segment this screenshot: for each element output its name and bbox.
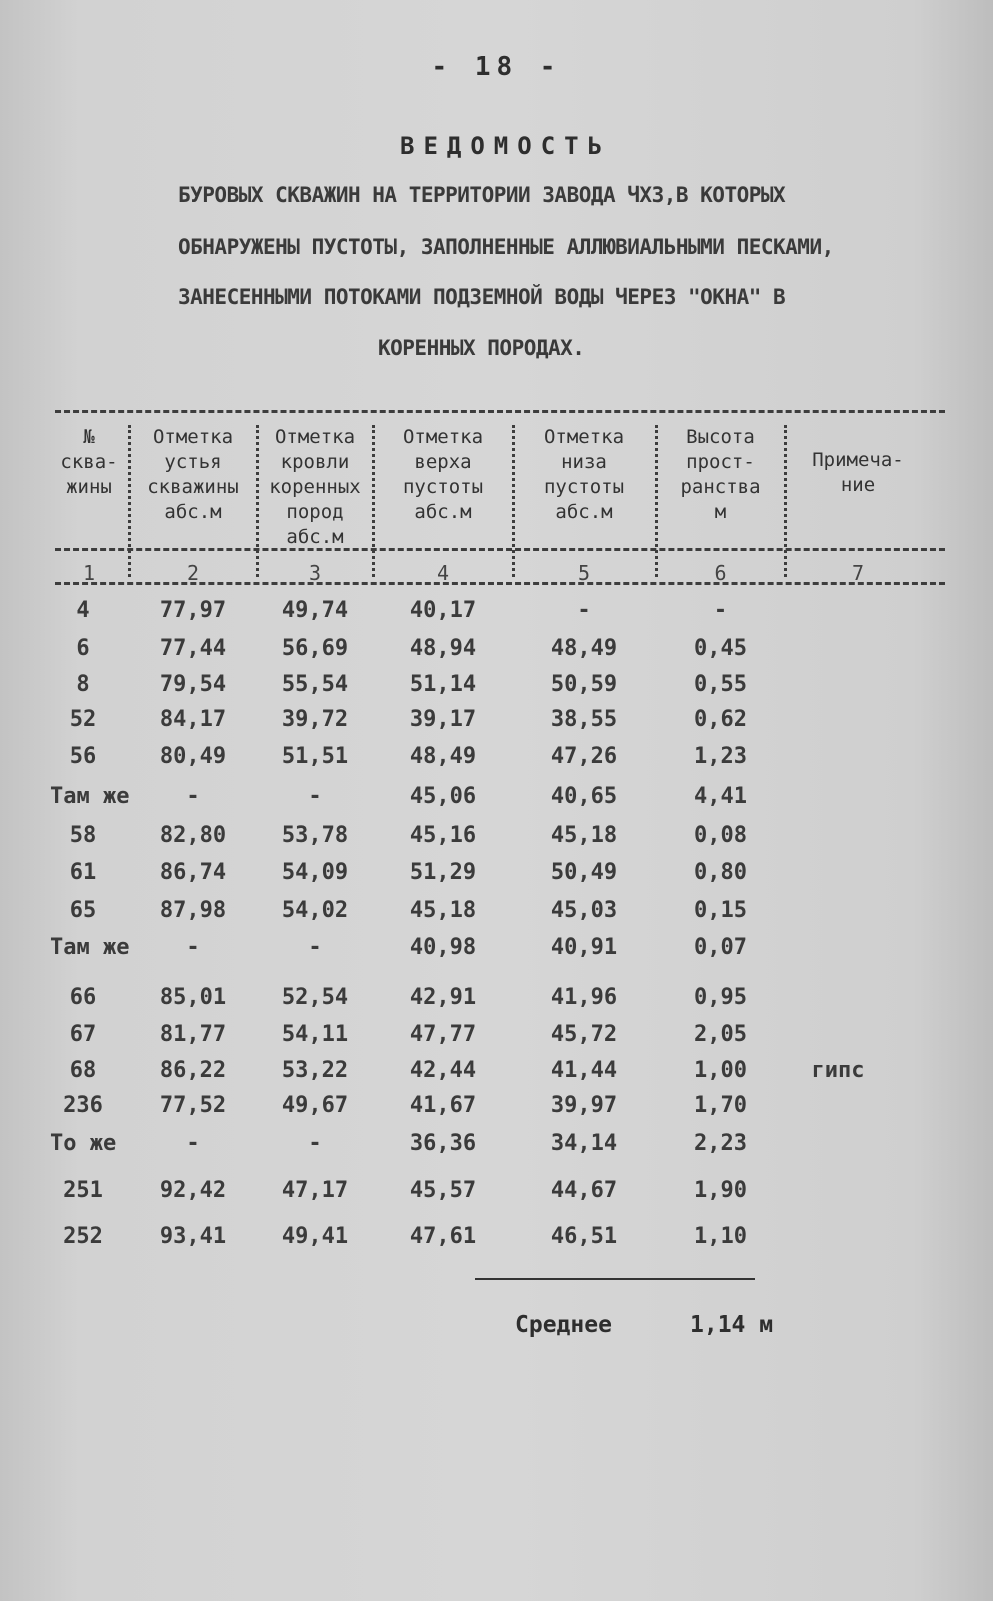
table-cell: 0,45 — [694, 636, 747, 661]
table-cell: То же — [50, 1131, 117, 1156]
table-cell: - — [186, 1131, 200, 1156]
average-value: 1,14 м — [690, 1312, 774, 1338]
column-separator — [256, 425, 259, 577]
table-cell: 54,11 — [281, 1022, 349, 1047]
table-cell: 45,72 — [550, 1022, 618, 1047]
header-void-bottom: Отметка низа пустоты абс.м — [543, 426, 625, 523]
table-cell: 44,67 — [550, 1178, 618, 1203]
table-cell: - — [308, 1131, 322, 1156]
header-bedrock-top: Отметка кровли коренных пород абс.м — [269, 426, 361, 548]
header-collar-elevation: Отметка устья скважины абс.м — [147, 426, 239, 523]
table-cell: 6 — [76, 636, 90, 661]
column-separator — [512, 425, 515, 577]
table-cell: 0,80 — [694, 860, 747, 885]
table-cell: 1,90 — [694, 1178, 747, 1203]
table-cell: 67 — [69, 1022, 97, 1047]
header-space-height: Высота прост- ранства м — [680, 426, 761, 523]
table-cell: 252 — [63, 1224, 103, 1249]
subtitle-line-3: ЗАНЕСЕННЫМИ ПОТОКАМИ ПОДЗЕМНОЙ ВОДЫ ЧЕРЕЗ "ОКНА" В — [178, 285, 786, 309]
table-cell: 52 — [69, 707, 97, 732]
table-cell: 48,94 — [409, 636, 477, 661]
table-cell: 49,41 — [281, 1224, 349, 1249]
table-cell: 1,70 — [694, 1093, 747, 1118]
table-cell: 56,69 — [281, 636, 349, 661]
table-cell: 77,97 — [159, 598, 227, 623]
table-cell: - — [308, 935, 322, 960]
table-cell: 68 — [69, 1058, 97, 1083]
subtitle-line-4: КОРЕННЫХ ПОРОДАХ. — [378, 336, 585, 360]
table-cell: 58 — [69, 823, 97, 848]
table-cell: 86,74 — [159, 860, 227, 885]
table-cell: 45,16 — [409, 823, 477, 848]
table-cell: 81,77 — [159, 1022, 227, 1047]
table-cell: 48,49 — [550, 636, 618, 661]
table-cell: 42,44 — [409, 1058, 477, 1083]
table-cell: 36,36 — [409, 1131, 477, 1156]
table-cell: 48,49 — [409, 744, 477, 769]
table-cell: - — [713, 598, 728, 623]
table-cell: 79,54 — [159, 672, 227, 697]
table-cell: 4,41 — [694, 784, 747, 809]
column-number: 6 — [714, 561, 727, 585]
table-cell: 53,78 — [281, 823, 349, 848]
column-number: 4 — [436, 561, 450, 585]
table-cell: 85,01 — [159, 985, 227, 1010]
table-cell: 45,03 — [550, 898, 618, 923]
table-cell: 45,06 — [409, 784, 477, 809]
document-title: ВЕДОМОСТЬ — [400, 132, 612, 160]
table-cell: 86,22 — [159, 1058, 227, 1083]
column-number: 3 — [308, 561, 322, 585]
column-separator — [372, 425, 375, 577]
column-number: 1 — [82, 561, 96, 585]
table-cell: 40,65 — [550, 784, 618, 809]
table-cell: 40,17 — [409, 598, 477, 623]
table-cell: 84,17 — [159, 707, 227, 732]
table-cell: 0,55 — [694, 672, 747, 697]
table-cell: - — [186, 935, 200, 960]
table-cell: 45,18 — [409, 898, 477, 923]
table-cell: 77,44 — [159, 636, 227, 661]
table-cell: 45,18 — [550, 823, 618, 848]
table-cell: 0,07 — [694, 935, 747, 960]
table-cell: - — [186, 784, 200, 809]
table-cell: 38,55 — [550, 707, 618, 732]
table-cell: 65 — [69, 898, 97, 923]
table-cell: 39,17 — [409, 707, 477, 732]
table-cell: 55,54 — [281, 672, 349, 697]
column-number: 2 — [186, 561, 200, 585]
table-cell: 40,91 — [550, 935, 618, 960]
table-cell: 49,67 — [281, 1093, 349, 1118]
table-cell: 236 — [63, 1093, 103, 1118]
column-separator — [128, 425, 131, 577]
subtitle-line-1: БУРОВЫХ СКВАЖИН НА ТЕРРИТОРИИ ЗАВОДА ЧХЗ,В КОТОРЫХ — [178, 183, 786, 207]
total-underline — [475, 1278, 755, 1280]
header-void-top: Отметка верха пустоты абс.м — [402, 426, 484, 523]
header-note: Примеча- ние — [812, 449, 904, 496]
table-cell: 53,22 — [281, 1058, 349, 1083]
table-cell: 45,57 — [409, 1178, 477, 1203]
table-cell: 0,95 — [694, 985, 747, 1010]
table-cell: 41,67 — [409, 1093, 477, 1118]
table-cell: 8 — [76, 672, 90, 697]
table-top-rule — [55, 410, 945, 413]
table-cell: - — [308, 784, 322, 809]
table-cell: 1,00 — [694, 1058, 747, 1083]
table-cell: 1,23 — [694, 744, 747, 769]
header-bottom-rule — [55, 548, 945, 551]
column-number: 5 — [577, 561, 591, 585]
table-cell: 54,09 — [281, 860, 349, 885]
table-cell: 34,14 — [550, 1131, 618, 1156]
table-cell: 41,44 — [550, 1058, 618, 1083]
table-cell: 251 — [63, 1178, 103, 1203]
column-separator — [784, 425, 787, 577]
table-cell: 1,10 — [694, 1224, 747, 1249]
table-cell: 51,51 — [281, 744, 349, 769]
table-cell: 50,59 — [550, 672, 618, 697]
table-cell: 51,14 — [409, 672, 477, 697]
table-cell: 39,97 — [550, 1093, 618, 1118]
table-cell: 80,49 — [159, 744, 227, 769]
column-number: 7 — [851, 561, 865, 585]
table-cell: Там же — [50, 784, 130, 809]
table-cell: 39,72 — [281, 707, 349, 732]
table-cell: 47,77 — [409, 1022, 477, 1047]
table-cell: 47,26 — [550, 744, 618, 769]
table-cell: 41,96 — [550, 985, 618, 1010]
table-cell: 42,91 — [409, 985, 477, 1010]
table-cell: Там же — [50, 935, 130, 960]
table-cell: 40,98 — [409, 935, 477, 960]
table-cell: 0,08 — [694, 823, 747, 848]
table-cell: 46,51 — [550, 1224, 618, 1249]
table-cell: 0,62 — [694, 707, 747, 732]
table-cell: 0,15 — [694, 898, 747, 923]
table-cell: 92,42 — [159, 1178, 227, 1203]
table-cell: 52,54 — [281, 985, 349, 1010]
table-cell: 49,74 — [281, 598, 349, 623]
table-cell: 4 — [76, 598, 90, 623]
page-number: - 18 - — [431, 52, 562, 82]
table-cell: 82,80 — [159, 823, 227, 848]
table-cell: 2,05 — [694, 1022, 747, 1047]
table-cell: 66 — [69, 985, 97, 1010]
table-cell: 77,52 — [159, 1093, 227, 1118]
table-cell: 56 — [69, 744, 97, 769]
header-well-number: № сква- жины — [60, 426, 118, 498]
table-cell: 61 — [69, 860, 97, 885]
subtitle-line-2: ОБНАРУЖЕНЫ ПУСТОТЫ, ЗАПОЛНЕННЫЕ АЛЛЮВИАЛЬНЫМИ ПЕСКАМИ, — [178, 235, 834, 259]
average-label: Среднее — [515, 1312, 612, 1338]
column-separator — [655, 425, 658, 577]
table-cell: - — [577, 598, 591, 623]
table-cell: 2,23 — [694, 1131, 747, 1156]
table-cell: 54,02 — [281, 898, 349, 923]
table-cell: 47,61 — [409, 1224, 477, 1249]
table-cell: 47,17 — [281, 1178, 349, 1203]
table-cell: 93,41 — [159, 1224, 227, 1249]
table-cell: 51,29 — [409, 860, 477, 885]
table-cell: 50,49 — [550, 860, 618, 885]
table-cell: 87,98 — [159, 898, 227, 923]
table-cell: гипс — [811, 1058, 865, 1083]
